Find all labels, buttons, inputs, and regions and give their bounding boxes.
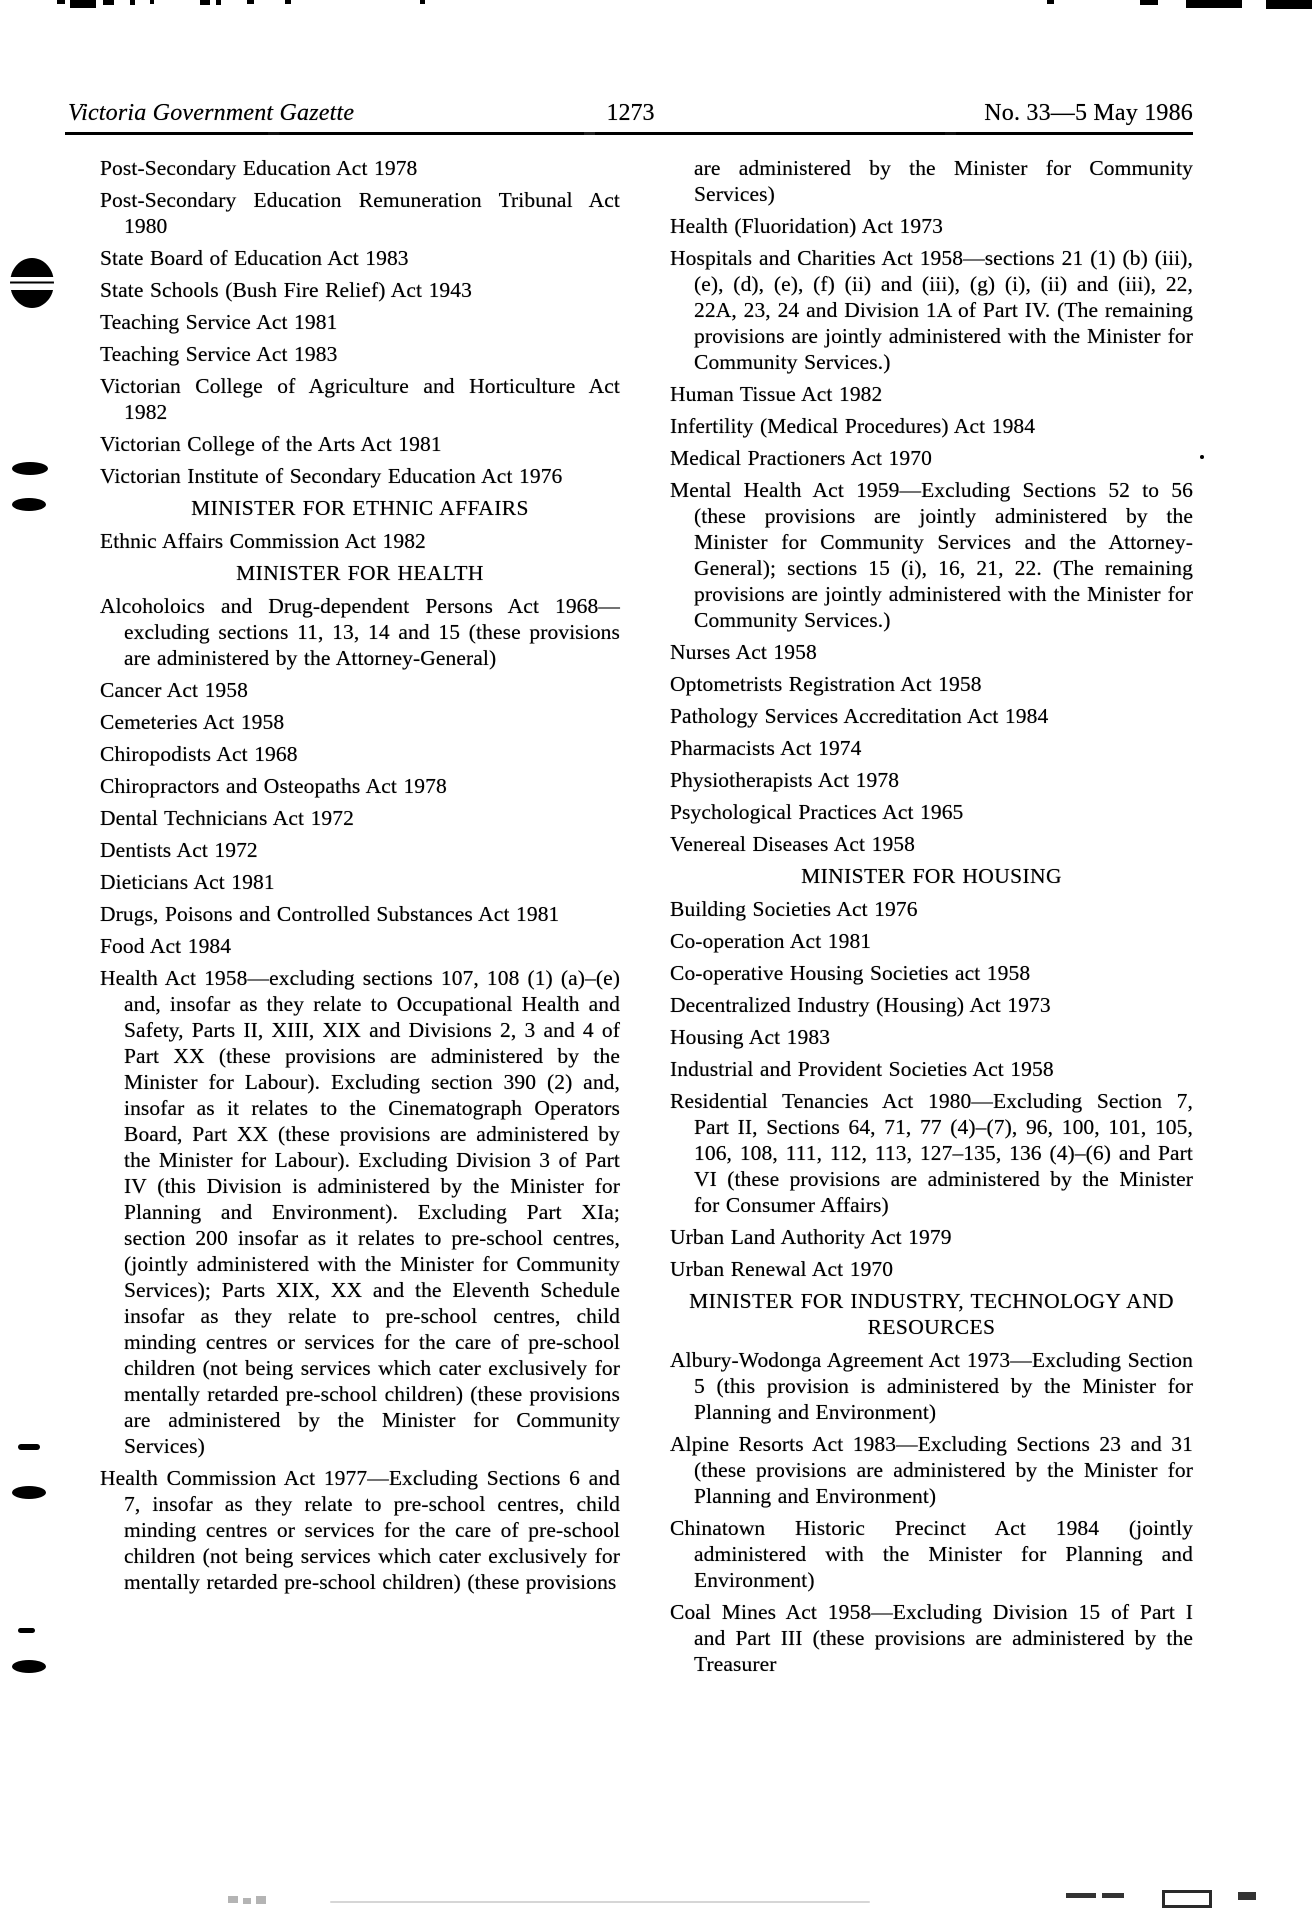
scan-mark [247, 0, 254, 4]
margin-swoosh [12, 1660, 46, 1673]
act-entry: Industrial and Provident Societies Act 1958 [670, 1057, 1054, 1081]
act-entry: Residential Tenancies Act 1980—Excluding Section 7, Part II, Sections 64, 71, 77 (4)–(7), 96, 100, 101, 105, 106, 108, 111, 112, 113, 127–135, 136 (4)–(6) and Part VI (these provisions are administered by the Minister for Consumer Affairs) [670, 1089, 1193, 1217]
minister-heading: MINISTER FOR INDUSTRY, TECHNOLOGY AND RESOURCES [689, 1289, 1174, 1339]
scan-mark [70, 0, 96, 8]
punch-hole-arc [12, 498, 46, 511]
scan-mark [103, 0, 114, 5]
scan-mark [200, 0, 210, 5]
act-entry: Health Commission Act 1977—Excluding Sections 6 and 7, insofar as they relate to pre-school centres, child minding centres or services for the care of pre-school children (not being services which cater exclusively for mentally retarded pre-school children) (these provisions [100, 1466, 620, 1594]
act-entry: Medical Practioners Act 1970 [670, 446, 932, 470]
act-entry: Building Societies Act 1976 [670, 897, 918, 921]
scan-mark [1047, 0, 1054, 4]
scan-mark [130, 0, 135, 5]
act-entry: Physiotherapists Act 1978 [670, 768, 900, 792]
act-entry: Urban Land Authority Act 1979 [670, 1225, 952, 1249]
continuation-entry: are administered by the Minister for Community Services) [694, 156, 1193, 206]
act-entry: Cancer Act 1958 [100, 678, 248, 702]
act-entry: State Schools (Bush Fire Relief) Act 1943 [100, 278, 472, 302]
act-entry: Teaching Service Act 1981 [100, 310, 338, 334]
act-entry: Teaching Service Act 1983 [100, 342, 338, 366]
act-entry: Cemeteries Act 1958 [100, 710, 285, 734]
act-entry: Food Act 1984 [100, 934, 232, 958]
act-entry: Victorian College of Agriculture and Horticulture Act 1982 [100, 374, 620, 424]
scan-mark [216, 0, 221, 5]
act-entry: Albury-Wodonga Agreement Act 1973—Excluding Section 5 (this provision is administered by the Minister for Planning and Environment) [670, 1348, 1193, 1424]
journal-title: Victoria Government Gazette [68, 100, 355, 126]
scan-mark [420, 0, 425, 4]
page-header [68, 100, 1193, 132]
margin-swoosh [12, 1486, 46, 1499]
act-entry: Urban Renewal Act 1970 [670, 1257, 894, 1281]
act-entry: Dieticians Act 1981 [100, 870, 275, 894]
scan-mark [150, 0, 154, 4]
act-entry: Human Tissue Act 1982 [670, 382, 883, 406]
act-entry: Post-Secondary Education Remuneration Tribunal Act 1980 [100, 188, 620, 238]
act-entry: Infertility (Medical Procedures) Act 1984 [670, 414, 1036, 438]
act-entry: Dental Technicians Act 1972 [100, 806, 354, 830]
right-column [670, 155, 1193, 1683]
act-entry: State Board of Education Act 1983 [100, 246, 409, 270]
act-entry: Psychological Practices Act 1965 [670, 800, 964, 824]
act-entry: Decentralized Industry (Housing) Act 1973 [670, 993, 1051, 1017]
scan-mark [1238, 1892, 1256, 1900]
act-entry: Health Act 1958—excluding sections 107, 108 (1) (a)–(e) and, insofar as they relate to Occupational Health and Safety, Parts II, XIII, XIX and Divisions 2, 3 and 4 of Part XX (these provisions are administered by the Minister for Labour). Excluding section 390 (2) and, insofar as it relates to the Cinematograph Operators Board, Part XX (these provisions are administered by the Minister for Labour). Excluding Division 3 of Part IV (this Division is administered by the Minister for Planning and Environment). Excluding Part XIa; section 200 insofar as it relates to pre-school centres, (jointly administered with the Minister for Community Services); Parts XIX, XX and the Eleventh Schedule insofar as they relate to pre-school centres, child minding centres or services for the care of pre-school children (not being services which cater exclusively for mentally retarded pre-school children) (these provisions are administered by the Minister for Community Services) [100, 966, 620, 1458]
scan-mark [1266, 0, 1312, 9]
scan-line [330, 1901, 870, 1903]
scan-box [1162, 1890, 1212, 1908]
scan-mark [1066, 1893, 1096, 1898]
act-entry: Mental Health Act 1959—Excluding Sections 52 to 56 (these provisions are jointly administered by the Minister for Community Services and the Attorney-General); sections 15 (i), 16, 21, 22. (The remaining provisions are jointly administered with the Minister for Community Services.) [670, 478, 1193, 632]
left-column [100, 155, 620, 1601]
act-entry: Venereal Diseases Act 1958 [670, 832, 916, 856]
act-entry: Victorian Institute of Secondary Education Act 1976 [100, 464, 563, 488]
header-rule [65, 132, 1193, 135]
act-entry: Co-operative Housing Societies act 1958 [670, 961, 1031, 985]
act-entry: Pathology Services Accreditation Act 1984 [670, 704, 1049, 728]
act-entry: Chiropodists Act 1968 [100, 742, 298, 766]
act-entry: Chinatown Historic Precinct Act 1984 (jointly administered with the Minister for Planning and Environment) [670, 1516, 1193, 1592]
minister-heading: MINISTER FOR HEALTH [236, 561, 484, 585]
act-entry: Ethnic Affairs Commission Act 1982 [100, 529, 426, 553]
margin-dash [18, 1444, 40, 1450]
act-entry: Drugs, Poisons and Controlled Substances Act 1981 [100, 902, 560, 926]
scan-mark [228, 1896, 238, 1903]
scan-mark [243, 1898, 251, 1904]
page-number: 1273 [606, 100, 655, 126]
act-entry: Optometrists Registration Act 1958 [670, 672, 982, 696]
act-entry: Alcoholoics and Drug-dependent Persons Act 1968—excluding sections 11, 13, 14 and 15 (these provisions are administered by the Attorney-General) [100, 594, 620, 670]
issue-info: No. 33—5 May 1986 [984, 100, 1193, 126]
act-entry: Pharmacists Act 1974 [670, 736, 862, 760]
act-entry: Post-Secondary Education Act 1978 [100, 156, 418, 180]
punch-hole-arc [12, 462, 48, 475]
act-entry: Co-operation Act 1981 [670, 929, 872, 953]
act-entry: Hospitals and Charities Act 1958—sections 21 (1) (b) (iii), (e), (d), (e), (f) (ii) and (iii), (g) (i), (ii) and (iii), 22, 22A, 23, 24 and Division 1A of Part IV. (The remaining provisions are jointly administered with the Minister for Community Services.) [670, 246, 1193, 374]
ink-speck [1200, 455, 1204, 459]
act-entry: Dentists Act 1972 [100, 838, 258, 862]
scan-mark [1186, 0, 1242, 8]
punch-hole-mark [10, 258, 54, 308]
act-entry: Nurses Act 1958 [670, 640, 817, 664]
minister-heading: MINISTER FOR HOUSING [801, 864, 1062, 888]
act-entry: Health (Fluoridation) Act 1973 [670, 214, 943, 238]
scan-mark [256, 1896, 266, 1904]
scan-mark [1102, 1893, 1124, 1898]
act-entry: Victorian College of the Arts Act 1981 [100, 432, 442, 456]
act-entry: Coal Mines Act 1958—Excluding Division 15 of Part I and Part III (these provisions are administered by the Treasurer [670, 1600, 1193, 1676]
margin-dash [18, 1628, 35, 1633]
scan-mark [1140, 0, 1158, 5]
scan-mark [57, 0, 65, 4]
minister-heading: MINISTER FOR ETHNIC AFFAIRS [191, 496, 529, 520]
scan-mark [285, 0, 291, 4]
act-entry: Chiropractors and Osteopaths Act 1978 [100, 774, 447, 798]
act-entry: Alpine Resorts Act 1983—Excluding Sections 23 and 31 (these provisions are administered by the Minister for Planning and Environment) [670, 1432, 1193, 1508]
act-entry: Housing Act 1983 [670, 1025, 831, 1049]
